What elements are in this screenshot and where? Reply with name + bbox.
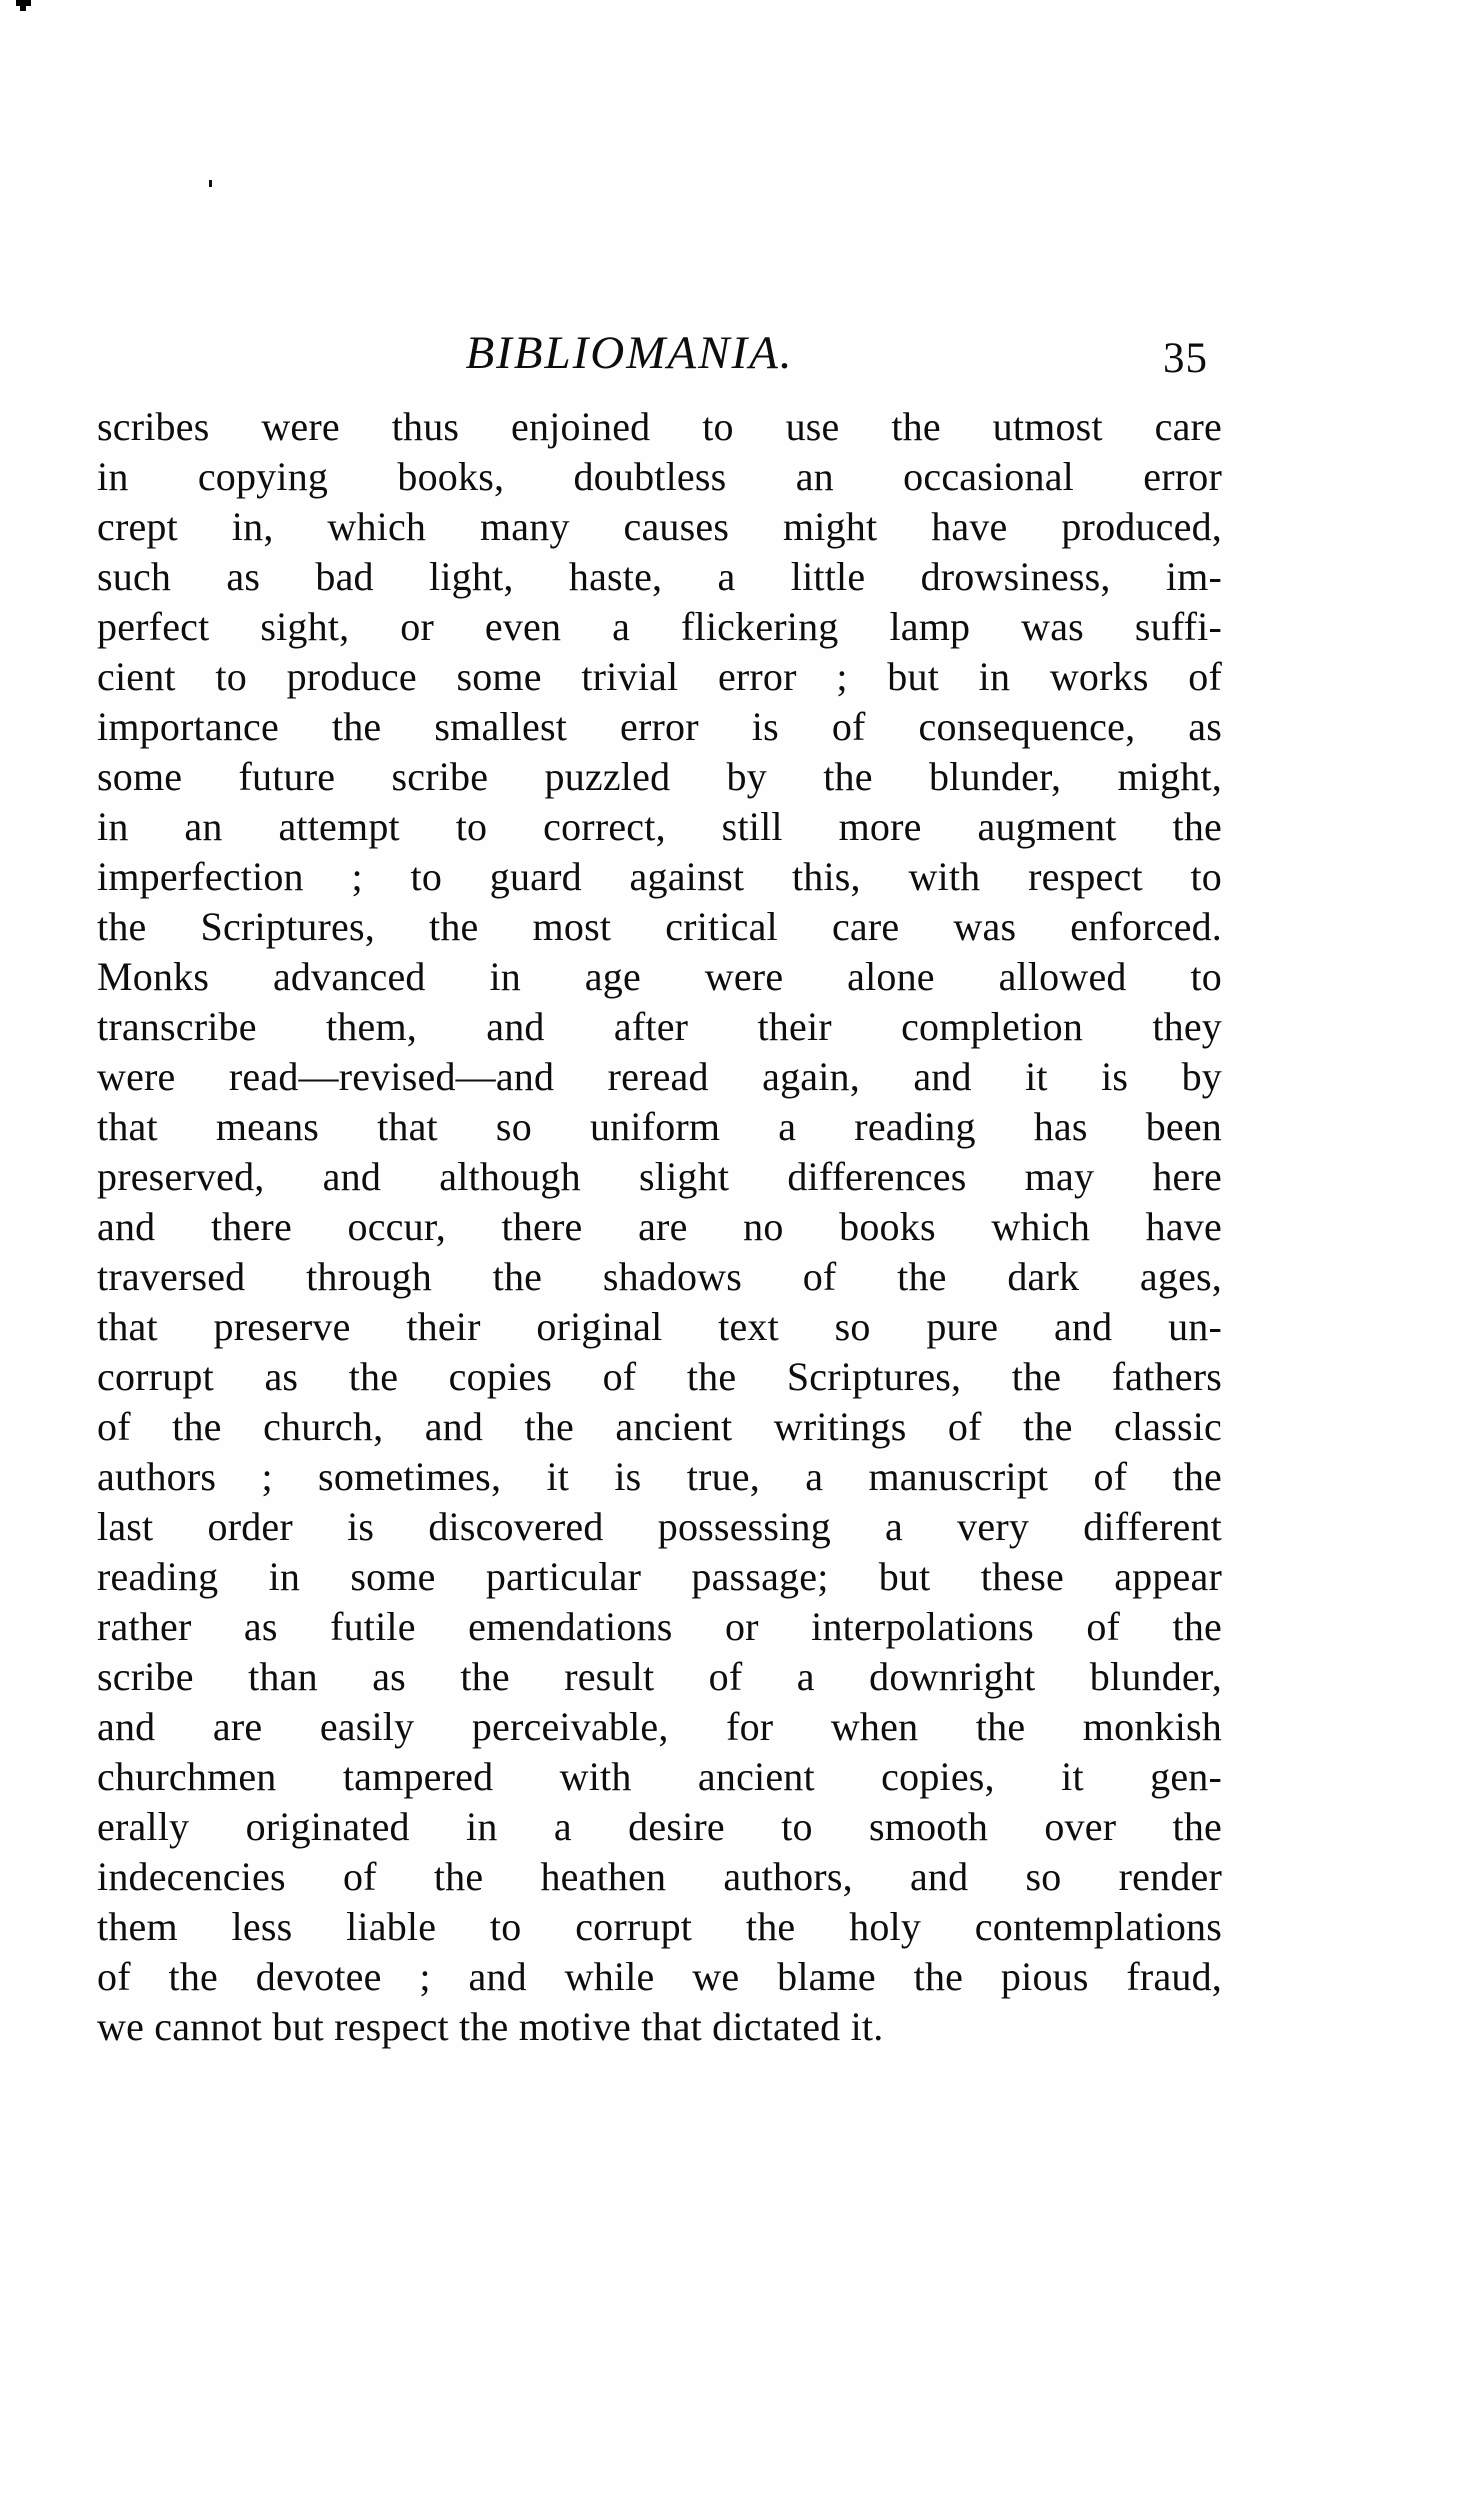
text-line: perfect sight, or even a flickering lamp was suffi- <box>97 604 1222 649</box>
text-line: traversed through the shadows of the dark ages, <box>97 1254 1222 1299</box>
text-line: that preserve their original text so pure and un- <box>97 1304 1222 1349</box>
text-line: reading in some particular passage; but these appear <box>97 1554 1222 1599</box>
text-line: the Scriptures, the most critical care was enforced. <box>97 904 1222 949</box>
text-line: that means that so uniform a reading has been <box>97 1104 1222 1149</box>
text-line: cient to produce some trivial error ; but in works of <box>97 654 1222 699</box>
scan-artifact-top-left <box>16 0 31 6</box>
text-line: erally originated in a desire to smooth over the <box>97 1804 1222 1849</box>
text-line: corrupt as the copies of the Scriptures, the fathers <box>97 1354 1222 1399</box>
text-line: we cannot but respect the motive that dictated it. <box>97 2004 884 2049</box>
text-line: were read—revised—and reread again, and it is by <box>97 1054 1222 1099</box>
text-line: and there occur, there are no books which have <box>97 1204 1222 1249</box>
text-line: of the church, and the ancient writings of the classic <box>97 1404 1222 1449</box>
text-line: crept in, which many causes might have produced, <box>97 504 1222 549</box>
text-line: some future scribe puzzled by the blunder, might, <box>97 754 1222 799</box>
text-line: preserved, and although slight differences may here <box>97 1154 1222 1199</box>
text-line: in copying books, doubtless an occasional error <box>97 454 1222 499</box>
text-line: such as bad light, haste, a little drowsiness, im- <box>97 554 1222 599</box>
text-line: importance the smallest error is of consequence, as <box>97 704 1222 749</box>
scan-artifact-speck <box>209 180 212 187</box>
text-line: scribe than as the result of a downright blunder, <box>97 1654 1222 1699</box>
text-line: last order is discovered possessing a very different <box>97 1504 1222 1549</box>
running-title: BIBLIOMANIA. <box>465 327 794 379</box>
text-line: of the devotee ; and while we blame the pious fraud, <box>97 1954 1222 1999</box>
text-line: them less liable to corrupt the holy contemplations <box>97 1904 1222 1949</box>
page-header <box>97 326 1222 386</box>
body-text <box>97 402 1222 2052</box>
text-line: rather as futile emendations or interpolations of the <box>97 1604 1222 1649</box>
text-line: Monks advanced in age were alone allowed to <box>97 954 1222 999</box>
text-line: indecencies of the heathen authors, and so render <box>97 1854 1222 1899</box>
text-line: imperfection ; to guard against this, with respect to <box>97 854 1222 899</box>
text-line: authors ; sometimes, it is true, a manuscript of the <box>97 1454 1222 1499</box>
page-number: 35 <box>1163 335 1208 382</box>
text-line: in an attempt to correct, still more augment the <box>97 804 1222 849</box>
text-line: scribes were thus enjoined to use the utmost care <box>97 404 1222 449</box>
text-line: and are easily perceivable, for when the monkish <box>97 1704 1222 1749</box>
text-line: churchmen tampered with ancient copies, it gen- <box>97 1754 1222 1799</box>
text-line: transcribe them, and after their completion they <box>97 1004 1222 1049</box>
